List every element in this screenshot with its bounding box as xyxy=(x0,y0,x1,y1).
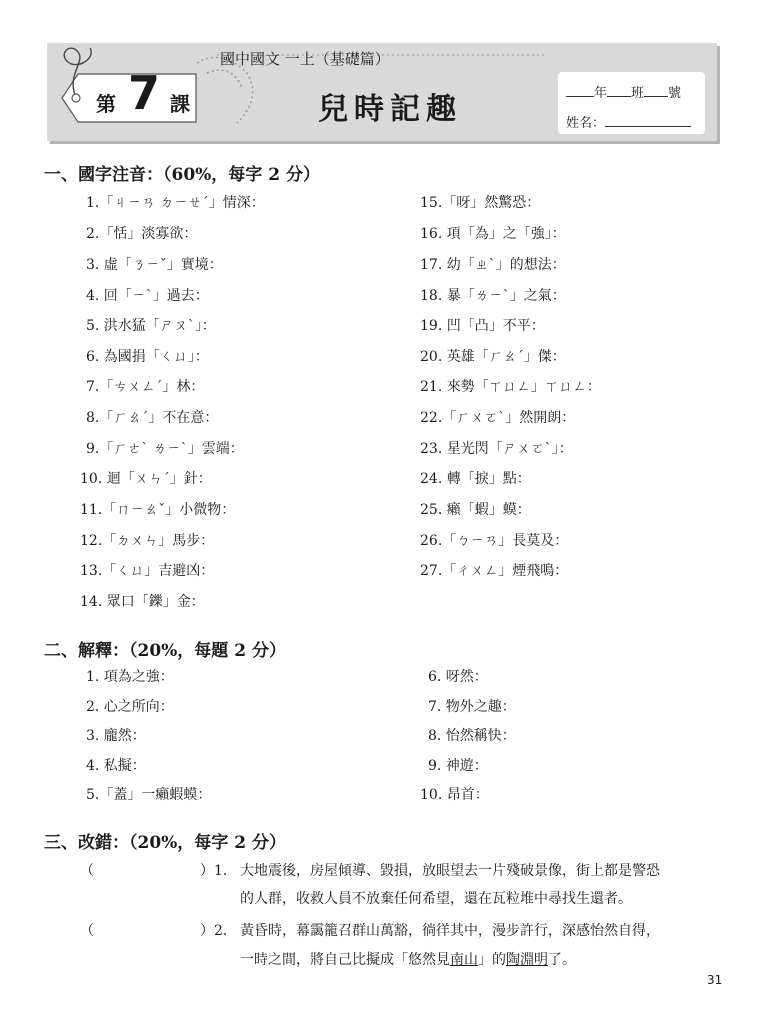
name-line xyxy=(566,112,691,131)
year-blank[interactable] xyxy=(566,96,594,97)
answer-open-paren: （ xyxy=(80,863,94,879)
student-info-box xyxy=(558,72,705,134)
lesson-number: 7 xyxy=(128,66,161,120)
name-label: 姓名： xyxy=(566,116,606,131)
underlined-term: 陶淵明 xyxy=(506,952,548,968)
correction-sentence: 大地震後，房屋傾導、毀損，放眼望去一片殘破景像，街上都是警恐 xyxy=(240,863,660,879)
question-item: 10. 昂首： xyxy=(420,787,489,803)
question-item: 22.「ㄏㄨㄛˋ」然開朗： xyxy=(420,410,576,426)
correction-sentence: 的人群，收救人員不放棄任何希望，還在瓦粒堆中尋找生還者。 xyxy=(240,891,632,907)
question-item: 2.「恬」淡寡欲： xyxy=(86,226,198,242)
section2-title: 二、解釋：（20%，每題 2 分） xyxy=(44,641,286,661)
question-item: 5.「蓋」一癩蝦蟆： xyxy=(86,787,212,803)
answer-close-paren: ）2. xyxy=(200,923,228,939)
lesson-suffix: 課 xyxy=(170,92,190,116)
sentence-part: 了。 xyxy=(548,952,576,968)
question-item: 1.「ㄐㄧㄢ ㄉㄧㄝˊ」情深： xyxy=(86,195,265,211)
question-item: 23. 星光閃「ㄕㄨㄛˋ」： xyxy=(420,441,573,457)
lesson-prefix: 第 xyxy=(96,92,116,116)
answer-close-paren: ）1. xyxy=(200,863,228,879)
question-item: 19. 凹「凸」不平： xyxy=(420,318,545,334)
question-item: 17. 幼「ㄓˋ」的想法： xyxy=(420,257,566,273)
question-item: 10. 迴「ㄨㄣˊ」針： xyxy=(80,471,212,487)
question-item: 27.「ㄔㄨㄥ」煙飛鳴： xyxy=(420,563,569,579)
class-line xyxy=(566,82,681,101)
question-item: 3. 虛「ㄋㄧˇ」實境： xyxy=(86,257,223,273)
sentence-part: 一時之間，將自己比擬成「悠然見 xyxy=(240,952,450,968)
question-item: 11.「ㄇㄧㄠˇ」小微物： xyxy=(80,502,236,518)
sentence-part: 」的 xyxy=(478,952,506,968)
question-item: 3. 龐然： xyxy=(86,728,146,744)
question-item: 26.「ㄅㄧㄢ」長莫及： xyxy=(420,533,569,549)
correction-sentence: 黃昏時，幕靄籠召群山萬豁，徜徉其中，漫步許行，深感怡然自得， xyxy=(240,923,660,939)
year-label: 年 xyxy=(594,86,608,101)
name-blank[interactable] xyxy=(605,126,691,127)
underlined-term: 南山 xyxy=(450,952,478,968)
lesson-title: 兒時記趣 xyxy=(318,92,462,127)
question-item: 2. 心之所向： xyxy=(86,699,174,715)
question-item: 25. 癩「蝦」蟆： xyxy=(420,502,531,518)
answer-open-paren: （ xyxy=(80,923,94,939)
section1-title: 一、國字注音：（60%，每字 2 分） xyxy=(44,165,320,185)
question-item: 4. 私擬： xyxy=(86,758,146,774)
question-item: 24. 轉「捩」點： xyxy=(420,471,531,487)
seat-label: 號 xyxy=(668,86,682,101)
question-item: 14. 眾口「鑠」金： xyxy=(80,594,205,610)
question-item: 13.「ㄑㄩ」吉避凶： xyxy=(80,563,215,579)
question-item: 5. 洪水猛「ㄕㄡˋ」： xyxy=(86,318,216,334)
course-name: 國中國文 一上（基礎篇） xyxy=(220,50,390,68)
question-item: 7.「ㄘㄨㄥˊ」林： xyxy=(86,379,205,395)
question-item: 9. 神遊： xyxy=(428,758,488,774)
class-blank[interactable] xyxy=(607,96,631,97)
question-item: 6. 為國捐「ㄑㄩ」： xyxy=(86,349,209,365)
seat-blank[interactable] xyxy=(644,96,668,97)
question-item: 20. 英雄「ㄏㄠˊ」傑： xyxy=(420,349,566,365)
question-item: 4. 回「ㄧˋ」過去： xyxy=(86,288,209,304)
question-item: 21. 來勢「ㄒㄩㄥ」ㄒㄩㄥ： xyxy=(420,379,601,395)
class-label: 班 xyxy=(631,86,645,101)
section3-title: 三、改錯：（20%，每字 2 分） xyxy=(44,833,286,853)
question-item: 8. 怡然稱快： xyxy=(428,728,516,744)
page-number: 31 xyxy=(707,973,723,987)
question-item: 8.「ㄏㄠˊ」不在意： xyxy=(86,410,219,426)
correction-sentence xyxy=(240,951,576,969)
question-item: 1. 項為之強： xyxy=(86,669,174,685)
question-item: 6. 呀然： xyxy=(428,669,488,685)
question-item: 15.「呀」然驚恐： xyxy=(420,195,541,211)
question-item: 18. 暴「ㄌㄧˋ」之氣： xyxy=(420,288,566,304)
tag-string-icon xyxy=(56,44,116,94)
question-item: 9.「ㄏㄜˋ ㄌㄧˋ」雲端： xyxy=(86,441,244,457)
question-item: 12.「ㄉㄨㄣ」馬步： xyxy=(80,533,215,549)
question-item: 7. 物外之趣： xyxy=(428,699,516,715)
question-item: 16. 項「為」之「強」： xyxy=(420,226,566,242)
